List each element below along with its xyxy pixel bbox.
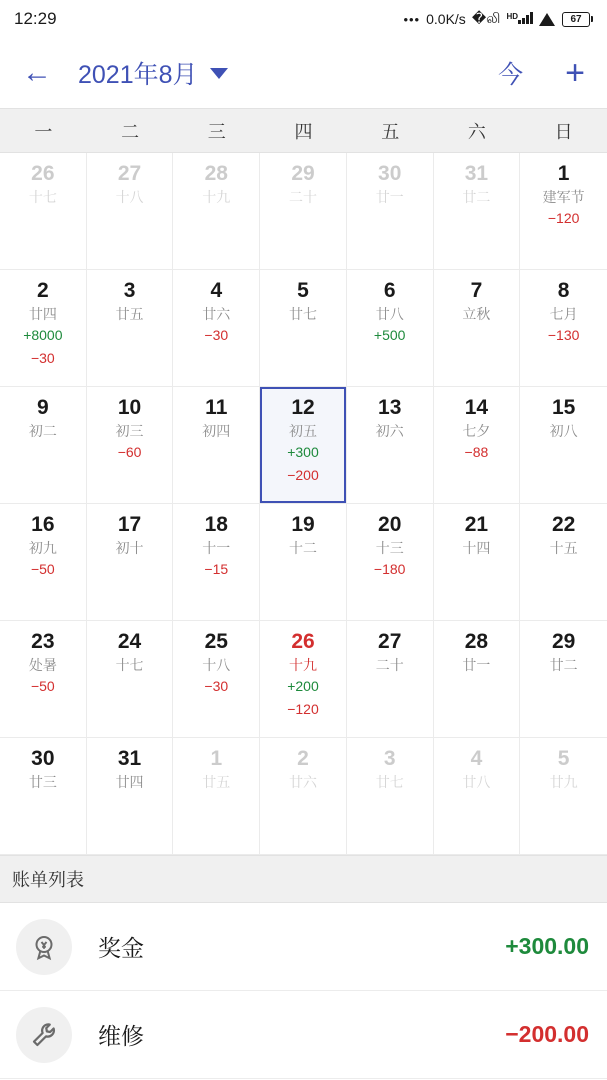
status-time: 12:29 [14, 9, 57, 28]
lunar-label: 初八 [549, 423, 578, 440]
calendar-day-cell[interactable] [347, 270, 434, 387]
day-number: 28 [464, 630, 489, 653]
day-number: 2 [37, 279, 49, 302]
back-arrow-icon[interactable]: ← [22, 56, 52, 89]
day-number: 26 [291, 630, 315, 653]
day-expense-amount: −30 [30, 349, 55, 366]
lunar-label: 十九 [202, 189, 231, 206]
calendar-day-cell[interactable] [87, 504, 174, 621]
lunar-label: 二十 [375, 657, 404, 674]
day-expense-amount: −130 [547, 327, 580, 344]
lunar-label: 廿九 [549, 774, 578, 791]
lunar-label: 十七 [115, 657, 144, 674]
lunar-label: 十二 [288, 540, 317, 557]
day-income-amount: +200 [287, 678, 319, 695]
calendar-day-cell[interactable] [260, 738, 347, 855]
weekday-mon: 一 [34, 121, 53, 142]
lunar-label: 初五 [288, 423, 317, 440]
lunar-label: 廿三 [28, 774, 57, 791]
lunar-label: 初九 [28, 540, 57, 557]
chevron-down-icon[interactable] [210, 68, 228, 79]
day-number: 24 [117, 630, 142, 653]
toolbar [0, 38, 607, 108]
day-expense-amount: −50 [30, 561, 55, 578]
calendar-day-cell[interactable] [347, 738, 434, 855]
weekday-tue: 二 [121, 121, 140, 142]
lunar-label: 十八 [202, 657, 231, 674]
lunar-label: 廿五 [202, 774, 231, 791]
lunar-label: 初六 [375, 423, 404, 440]
calendar-day-cell[interactable] [347, 153, 434, 270]
signal-bars-icon [506, 11, 533, 27]
day-number: 19 [291, 513, 315, 536]
day-number: 22 [551, 513, 576, 536]
day-number: 7 [470, 279, 483, 302]
day-number: 29 [291, 162, 315, 185]
lunar-label: 七月 [549, 306, 578, 323]
weekday-thu: 四 [294, 121, 313, 142]
lunar-label: 初十 [115, 540, 144, 557]
calendar-day-cell[interactable] [0, 270, 87, 387]
lunar-label: 十五 [549, 540, 578, 557]
lunar-label: 廿七 [375, 774, 404, 791]
calendar-day-cell[interactable] [173, 270, 260, 387]
day-number: 11 [205, 396, 228, 419]
calendar-day-cell[interactable] [347, 504, 434, 621]
calendar-day-cell[interactable] [434, 387, 521, 504]
lunar-label: 十三 [375, 540, 404, 557]
calendar-day-cell[interactable] [520, 738, 607, 855]
day-number: 28 [204, 162, 228, 185]
calendar-day-cell[interactable] [87, 270, 174, 387]
day-number: 6 [383, 279, 396, 302]
lunar-label: 十四 [462, 540, 491, 557]
calendar-day-cell[interactable] [347, 621, 434, 738]
day-expense-amount: −60 [117, 444, 142, 461]
lunar-label: 廿一 [462, 657, 491, 674]
calendar-day-cell[interactable] [434, 738, 521, 855]
day-number: 26 [31, 162, 55, 185]
day-number: 18 [204, 513, 228, 536]
calendar-day-cell[interactable] [260, 621, 347, 738]
day-number: 4 [470, 747, 483, 770]
bill-list [0, 903, 607, 1079]
lunar-label: 初二 [28, 423, 57, 440]
calendar-day-cell[interactable] [520, 621, 607, 738]
calendar-day-cell[interactable] [173, 387, 260, 504]
lunar-label: 廿一 [375, 189, 404, 206]
bill-amount: −200.00 [505, 1021, 589, 1047]
calendar-grid [0, 153, 607, 855]
day-number: 5 [297, 279, 309, 302]
lunar-label: 廿五 [115, 306, 144, 323]
day-number: 27 [117, 162, 142, 185]
weekday-sun: 日 [554, 121, 573, 142]
calendar-day-cell[interactable] [173, 504, 260, 621]
lunar-label: 十七 [28, 189, 57, 206]
day-number: 12 [291, 396, 315, 419]
calendar-day-cell[interactable] [520, 504, 607, 621]
bill-category-label: 维修 [98, 1023, 144, 1049]
lunar-label: 初三 [115, 423, 144, 440]
wrench-icon [16, 1007, 72, 1063]
day-number: 3 [123, 279, 136, 302]
day-income-amount: +8000 [23, 327, 63, 344]
day-number: 1 [557, 162, 570, 185]
bill-amount: +300.00 [505, 933, 589, 959]
calendar-day-cell[interactable] [173, 621, 260, 738]
status-bar [0, 0, 607, 38]
weekday-sat: 六 [467, 121, 486, 142]
battery-icon [562, 12, 593, 27]
day-number: 15 [551, 396, 576, 419]
calendar-day-cell[interactable] [520, 387, 607, 504]
day-number: 20 [378, 513, 402, 536]
status-bar-left [14, 9, 57, 29]
lunar-label: 处暑 [28, 657, 57, 674]
day-number: 3 [383, 747, 396, 770]
day-number: 8 [557, 279, 570, 302]
day-expense-amount: −30 [204, 327, 229, 344]
calendar-day-cell[interactable] [87, 621, 174, 738]
day-number: 2 [297, 747, 309, 770]
calendar-day-cell[interactable] [520, 153, 607, 270]
weekday-wed: 三 [207, 121, 226, 142]
day-income-amount: +300 [287, 444, 319, 461]
lunar-label: 廿二 [462, 189, 491, 206]
day-number: 23 [31, 630, 55, 653]
day-expense-amount: −50 [30, 678, 55, 695]
day-number: 30 [378, 162, 402, 185]
day-number: 14 [464, 396, 489, 419]
day-number: 5 [557, 747, 570, 770]
calendar-day-cell[interactable] [260, 153, 347, 270]
calendar-day-cell[interactable] [0, 387, 87, 504]
bill-row[interactable] [0, 903, 607, 991]
calendar-day-cell[interactable] [173, 153, 260, 270]
calendar-day-cell[interactable] [347, 387, 434, 504]
more-dots-icon: ••• [403, 11, 421, 27]
day-expense-amount: −15 [204, 561, 229, 578]
day-number: 10 [117, 396, 142, 419]
day-number: 31 [117, 747, 142, 770]
month-title[interactable]: 2021年8月 [78, 61, 198, 89]
calendar-day-cell[interactable] [434, 504, 521, 621]
lunar-label: 十八 [115, 189, 144, 206]
day-expense-amount: −180 [373, 561, 406, 578]
day-expense-amount: −88 [464, 444, 489, 461]
day-number: 9 [37, 396, 49, 419]
calendar-day-cell[interactable] [0, 738, 87, 855]
network-speed-label: 0.0K/s [426, 11, 466, 27]
weekday-fri: 五 [381, 121, 400, 142]
day-number: 13 [378, 396, 402, 419]
day-number: 25 [204, 630, 228, 653]
day-expense-amount: −200 [287, 466, 319, 483]
lunar-label: 廿八 [462, 774, 491, 791]
day-number: 21 [464, 513, 489, 536]
bill-list-header: 账单列表 [0, 855, 607, 903]
calendar-day-cell[interactable] [434, 270, 521, 387]
day-expense-amount: −30 [204, 678, 229, 695]
lunar-label: 初四 [202, 423, 231, 440]
calendar-day-cell[interactable] [87, 387, 174, 504]
lunar-label: 廿四 [115, 774, 144, 791]
day-expense-amount: −120 [547, 210, 580, 227]
bluetooth-icon: �லி [471, 9, 501, 26]
calendar-day-cell[interactable] [0, 153, 87, 270]
calendar-day-cell[interactable] [0, 504, 87, 621]
calendar-day-cell[interactable] [0, 621, 87, 738]
day-number: 17 [117, 513, 142, 536]
hd-label: HD [506, 12, 518, 21]
battery-level-label: 67 [562, 12, 590, 27]
lunar-label: 廿四 [28, 306, 57, 323]
day-number: 27 [378, 630, 402, 653]
weekday-header [0, 108, 607, 153]
lunar-label: 十九 [288, 657, 317, 674]
lunar-label: 廿六 [288, 774, 317, 791]
medal-yuan-icon [16, 919, 72, 975]
add-button[interactable]: + [565, 54, 585, 92]
day-number: 1 [210, 747, 223, 770]
day-number: 30 [31, 747, 55, 770]
calendar-day-cell[interactable] [520, 270, 607, 387]
wifi-icon [539, 13, 556, 26]
status-bar-right [403, 10, 593, 29]
calendar-day-cell[interactable] [260, 504, 347, 621]
calendar-day-cell[interactable] [434, 153, 521, 270]
bill-category-label: 奖金 [98, 935, 144, 961]
calendar-day-cell[interactable] [260, 270, 347, 387]
lunar-label: 廿七 [288, 306, 317, 323]
today-button[interactable]: 今 [498, 61, 524, 89]
lunar-label: 十一 [202, 540, 231, 557]
calendar-day-cell[interactable] [87, 738, 174, 855]
bill-row[interactable] [0, 991, 607, 1079]
day-expense-amount: −120 [287, 700, 319, 717]
day-number: 31 [464, 162, 489, 185]
calendar-day-cell[interactable] [173, 738, 260, 855]
calendar-day-cell[interactable] [434, 621, 521, 738]
lunar-label: 廿二 [549, 657, 578, 674]
lunar-label: 建军节 [542, 189, 585, 206]
lunar-label: 立秋 [462, 306, 491, 323]
day-number: 29 [551, 630, 576, 653]
calendar-day-cell[interactable] [87, 153, 174, 270]
lunar-label: 廿六 [202, 306, 231, 323]
calendar-day-cell[interactable] [260, 387, 347, 504]
lunar-label: 二十 [288, 189, 317, 206]
day-number: 4 [210, 279, 223, 302]
day-income-amount: +500 [373, 327, 406, 344]
day-number: 16 [31, 513, 55, 536]
lunar-label: 廿八 [375, 306, 404, 323]
lunar-label: 七夕 [462, 423, 491, 440]
